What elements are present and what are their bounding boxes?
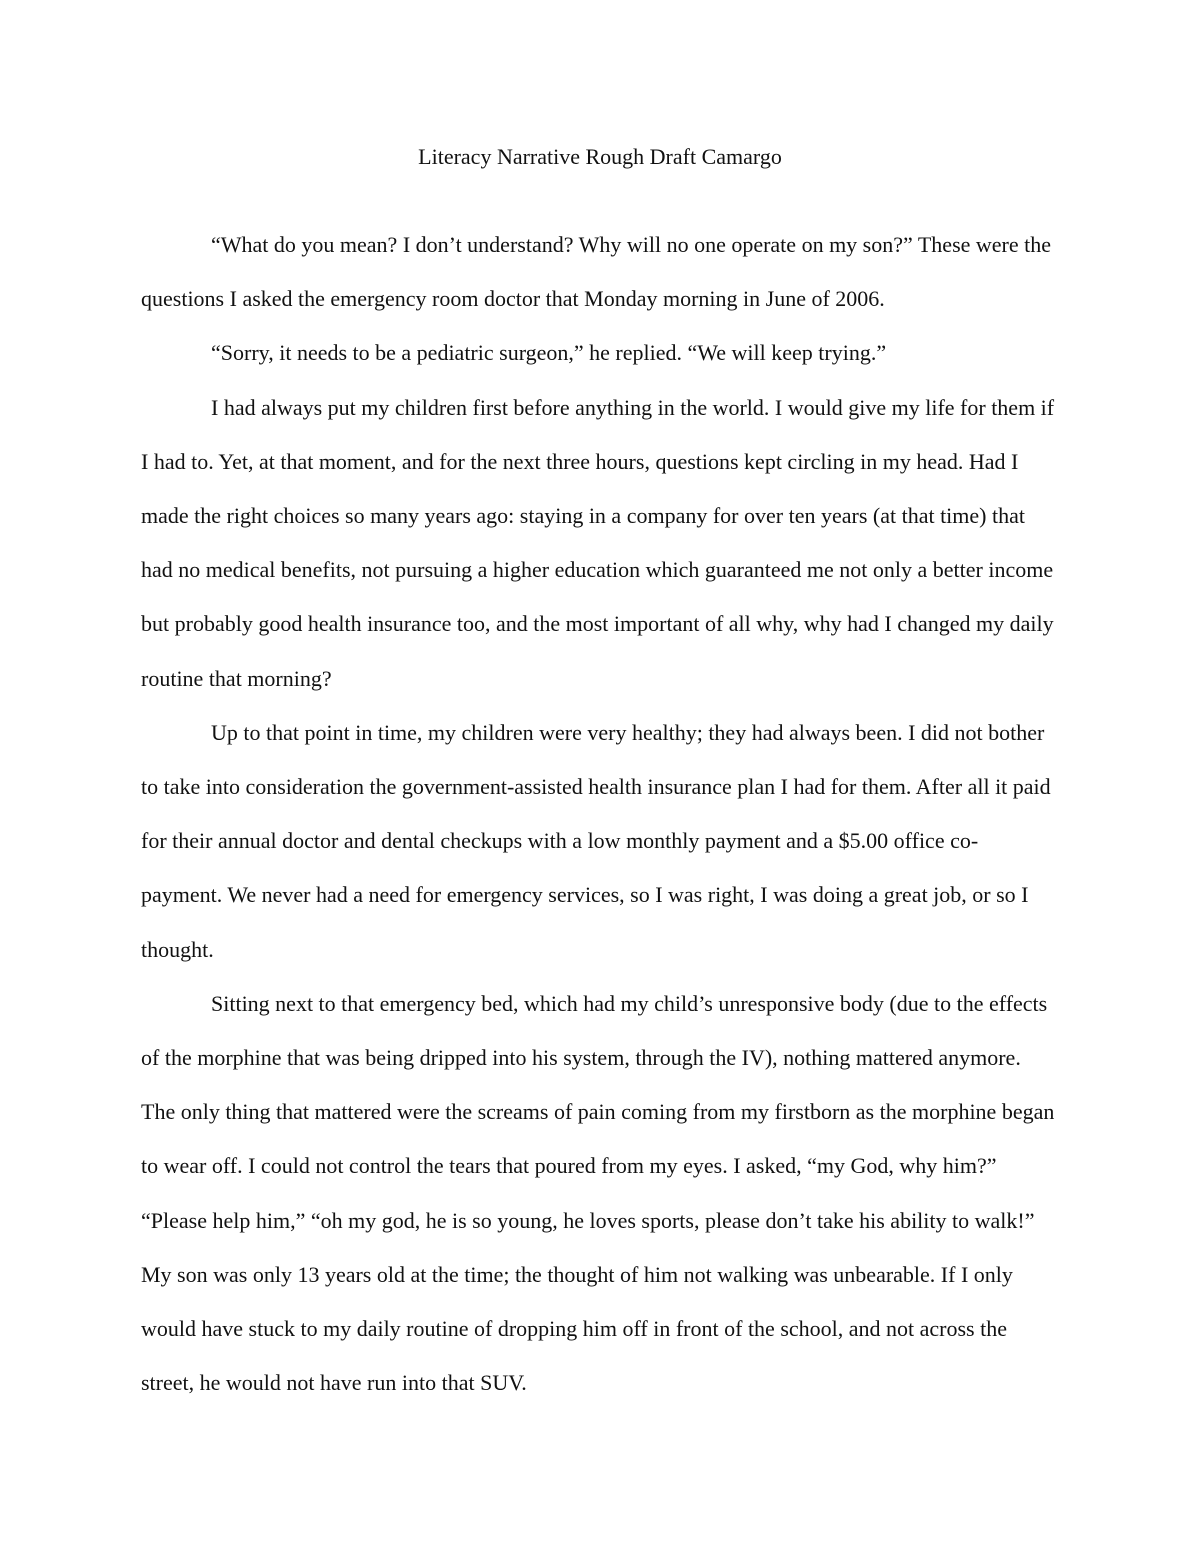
paragraph-5: Sitting next to that emergency bed, which had my child’s unresponsive body (due to the effects of the morphine that was being dripped into his system, through the IV), nothing mattered anymore. The only thing that mattered were the screams of pain coming from my firstborn as the morphine began to wear off. I could not control the tears that poured from my eyes. I asked, “my God, why him?” “Please help him,” “oh my god, he is so young, he loves sports, please don’t take his ability to walk!” My son was only 13 years old at the time; the thought of him not walking was unbearable. If I only would have stuck to my daily routine of dropping him off in front of the school, and not across the street, he would not have run into that SUV. bbox=[141, 990, 1055, 1396]
paragraph-4: Up to that point in time, my children were very healthy; they had always been. I did not bother to take into consideration the government-assisted health insurance plan I had for them. After all it paid for their annual doctor and dental checkups with a low monthly payment and a $5.00 office co-payment. We never had a need for emergency services, so I was right, I was doing a great job, or so I thought. bbox=[141, 719, 1051, 962]
document-title: Literacy Narrative Rough Draft Camargo bbox=[418, 144, 782, 169]
paragraph-1: “What do you mean? I don’t understand? Why will no one operate on my son?” These were the questions I asked the emergency room doctor that Monday morning in June of 2006. bbox=[141, 232, 1052, 312]
paragraph-2: “Sorry, it needs to be a pediatric surgeon,” he replied. “We will keep trying.” bbox=[211, 340, 887, 366]
document-body bbox=[141, 218, 1059, 1410]
paragraph-3: I had always put my children first before anything in the world. I would give my life for them if I had to. Yet, at that moment, and for the next three hours, questions kept circling in my head. Had I made the right choices so many years ago: staying in a company for over ten years (at that time) that had no medical benefits, not pursuing a higher education which guaranteed me not only a better income but probably good health insurance too, and the most important of all why, why had I changed my daily routine that morning? bbox=[141, 394, 1055, 691]
